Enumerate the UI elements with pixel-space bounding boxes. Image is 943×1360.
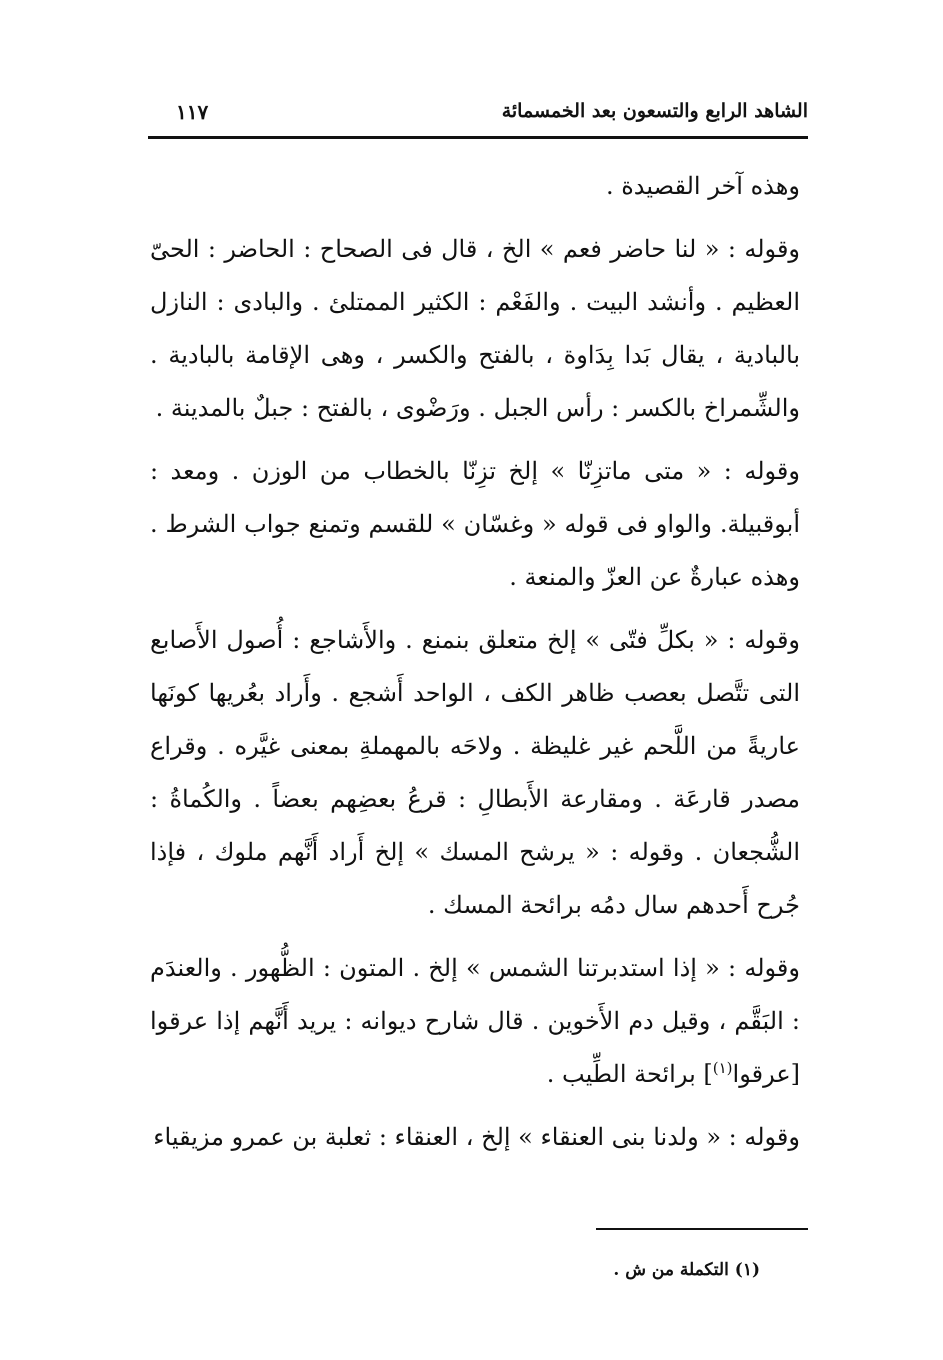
bracket-before: [عرقوا: [732, 1060, 800, 1088]
running-title: الشاهد الرابع والتسعون بعد الخمسمائة: [501, 100, 808, 122]
footnote-reference: (١): [712, 1059, 733, 1077]
page-number: ١١٧: [176, 100, 209, 124]
body-text: [150, 160, 800, 1174]
paragraph-2: وقوله : « لنا حاضر فعم » الخ ، قال فى الصحاح : الحاضر : الحىّ العظيم . وأنشد البيت . والفَعْم : الكثير الممتلئ . والبادى : النازل بالبادية ، يقال بَدا بِدَاوة ، بالفتح والكسر ، وهى الإقامة بالبادية . والشِّمراخ بالكسر : رأس الجبل . ورَضْوى ، بالفتح : جبلٌ بالمدينة .: [150, 235, 800, 422]
footnote: (١) التكملة من ش .: [613, 1260, 760, 1280]
paragraph-1: وهذه آخر القصيدة .: [605, 172, 800, 200]
paragraph-5-text: وقوله : « إذا استدبرتنا الشمس » إلخ . المتون : الظُّهور . والعندَم : البَقَّم ، وقيل دم الأَخوين . قال شارح ديوانه : يريد أَنَّهم إذا عرقوا: [150, 954, 800, 1035]
paragraph-4: وقوله : « بكلِّ فتّى » إلخ متعلق بنمنع . والأَشاجع : أُصول الأَصابع التى تتَّصل بعصب ظاهر الكف ، الواحد أَشجع . وأَراد بعُريها كونَها عاريةً من اللَّحم غير غليظة . ولاحَه بالمهملةِ بمعنى غيَّره . وقراع مصدر قارعَة . ومقارعة الأَبطالِ : قرعُ بعضِهم بعضاً . والكُماةُ : الشُّجعان . وقوله : « يرشح المسك » إلخ أَراد أَنَّهم ملوك ، فإذا جُرح أَحدهم سال دمُه برائحة المسك .: [150, 626, 800, 919]
bracket-after: ] برائحة الطِّيب .: [546, 1060, 713, 1088]
paragraph-3: وقوله : « متى ماتزِنّا » إلخ تزِنّا بالخطاب من الوزن . ومعد : أبوقبيلة. والواو فى قوله « وغسّان » للقسم وتمنع جواب الشرط . وهذه عبارةٌ عن العزّ والمنعة .: [150, 457, 800, 591]
paragraph-6: وقوله : « ولدنا بنى العنقاء » إلخ ، العنقاء : ثعلبة بن عمرو مزيقياء: [153, 1123, 800, 1151]
footnote-divider: [596, 1228, 808, 1230]
paragraph-5: [150, 942, 800, 1101]
page-header: [148, 96, 808, 139]
